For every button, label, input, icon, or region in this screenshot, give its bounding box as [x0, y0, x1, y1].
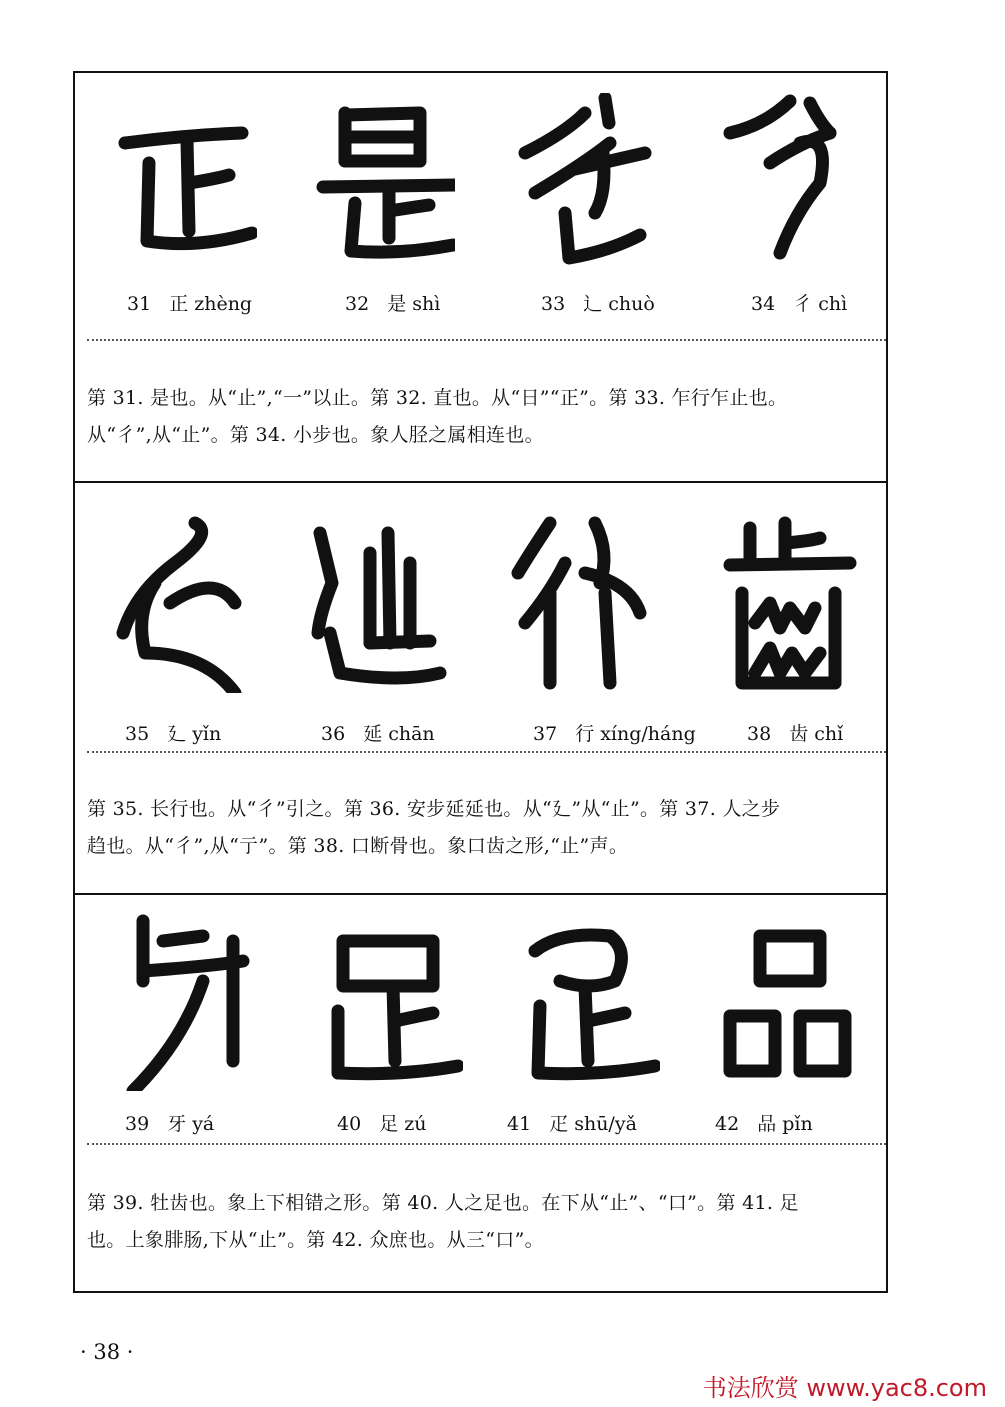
description-line: 第 35. 长行也。从“彳”引之。第 36. 安步延延也。从“廴”从“止”。第 37. 人之步 [87, 798, 781, 820]
description-line: 从“彳”,从“止”。第 34. 小步也。象人胫之属相连也。 [87, 424, 544, 446]
content-frame [73, 71, 888, 1293]
description-2 [87, 791, 867, 865]
entry-label: 32 是 shì [345, 293, 441, 315]
entry-label: 33 辶 chuò [541, 293, 655, 315]
entry-label: 34 彳 chì [751, 293, 848, 315]
glyph-row-2 [75, 513, 886, 713]
seal-glyph-shu [520, 911, 660, 1091]
watermark: 书法欣赏 www.yac8.com [702, 1374, 987, 1402]
glyph-row-1 [75, 93, 886, 293]
entry-label: 37 行 xíng/háng [533, 723, 696, 745]
entry-label: 42 品 pǐn [715, 1113, 813, 1135]
description-3 [87, 1185, 867, 1259]
dotted-divider [87, 1143, 886, 1145]
seal-glyph-chuo [515, 93, 655, 273]
entry-label: 41 疋 shū/yǎ [507, 1113, 637, 1135]
label-row-2 [75, 719, 886, 749]
glyph-row-3 [75, 911, 886, 1111]
seal-glyph-zheng [117, 93, 257, 273]
section-divider [75, 893, 886, 895]
dotted-divider [87, 751, 886, 753]
section-divider [75, 481, 886, 483]
seal-glyph-yin [115, 513, 255, 693]
seal-glyph-chan [310, 513, 450, 693]
label-row-3 [75, 1109, 886, 1139]
page-number: · 38 · [80, 1340, 134, 1364]
entry-label: 40 足 zú [337, 1113, 427, 1135]
description-line: 也。上象腓肠,下从“止”。第 42. 众庶也。从三“口”。 [87, 1229, 544, 1251]
entry-label: 39 牙 yá [125, 1113, 215, 1135]
entry-label: 36 延 chān [321, 723, 435, 745]
entry-label: 38 齿 chǐ [747, 723, 844, 745]
seal-glyph-chi [720, 93, 860, 273]
seal-glyph-zu [323, 911, 463, 1091]
dotted-divider [87, 339, 886, 341]
seal-glyph-ya [123, 911, 263, 1091]
seal-glyph-shi [315, 93, 455, 273]
seal-glyph-chi-tooth [720, 513, 860, 693]
label-row-1 [75, 289, 886, 319]
entry-label: 31 正 zhèng [127, 293, 253, 315]
description-line: 第 39. 牡齿也。象上下相错之形。第 40. 人之足也。在下从“止”、“口”。第 41. 足 [87, 1192, 799, 1214]
description-line: 趋也。从“彳”,从“亍”。第 38. 口断骨也。象口齿之形,“止”声。 [87, 835, 629, 857]
seal-glyph-pin [720, 911, 860, 1091]
seal-glyph-xing [510, 513, 650, 693]
description-1 [87, 380, 867, 454]
entry-label: 35 廴 yǐn [125, 723, 222, 745]
description-line: 第 31. 是也。从“止”,“一”以止。第 32. 直也。从“日”“正”。第 33. 乍行乍止也。 [87, 387, 788, 409]
